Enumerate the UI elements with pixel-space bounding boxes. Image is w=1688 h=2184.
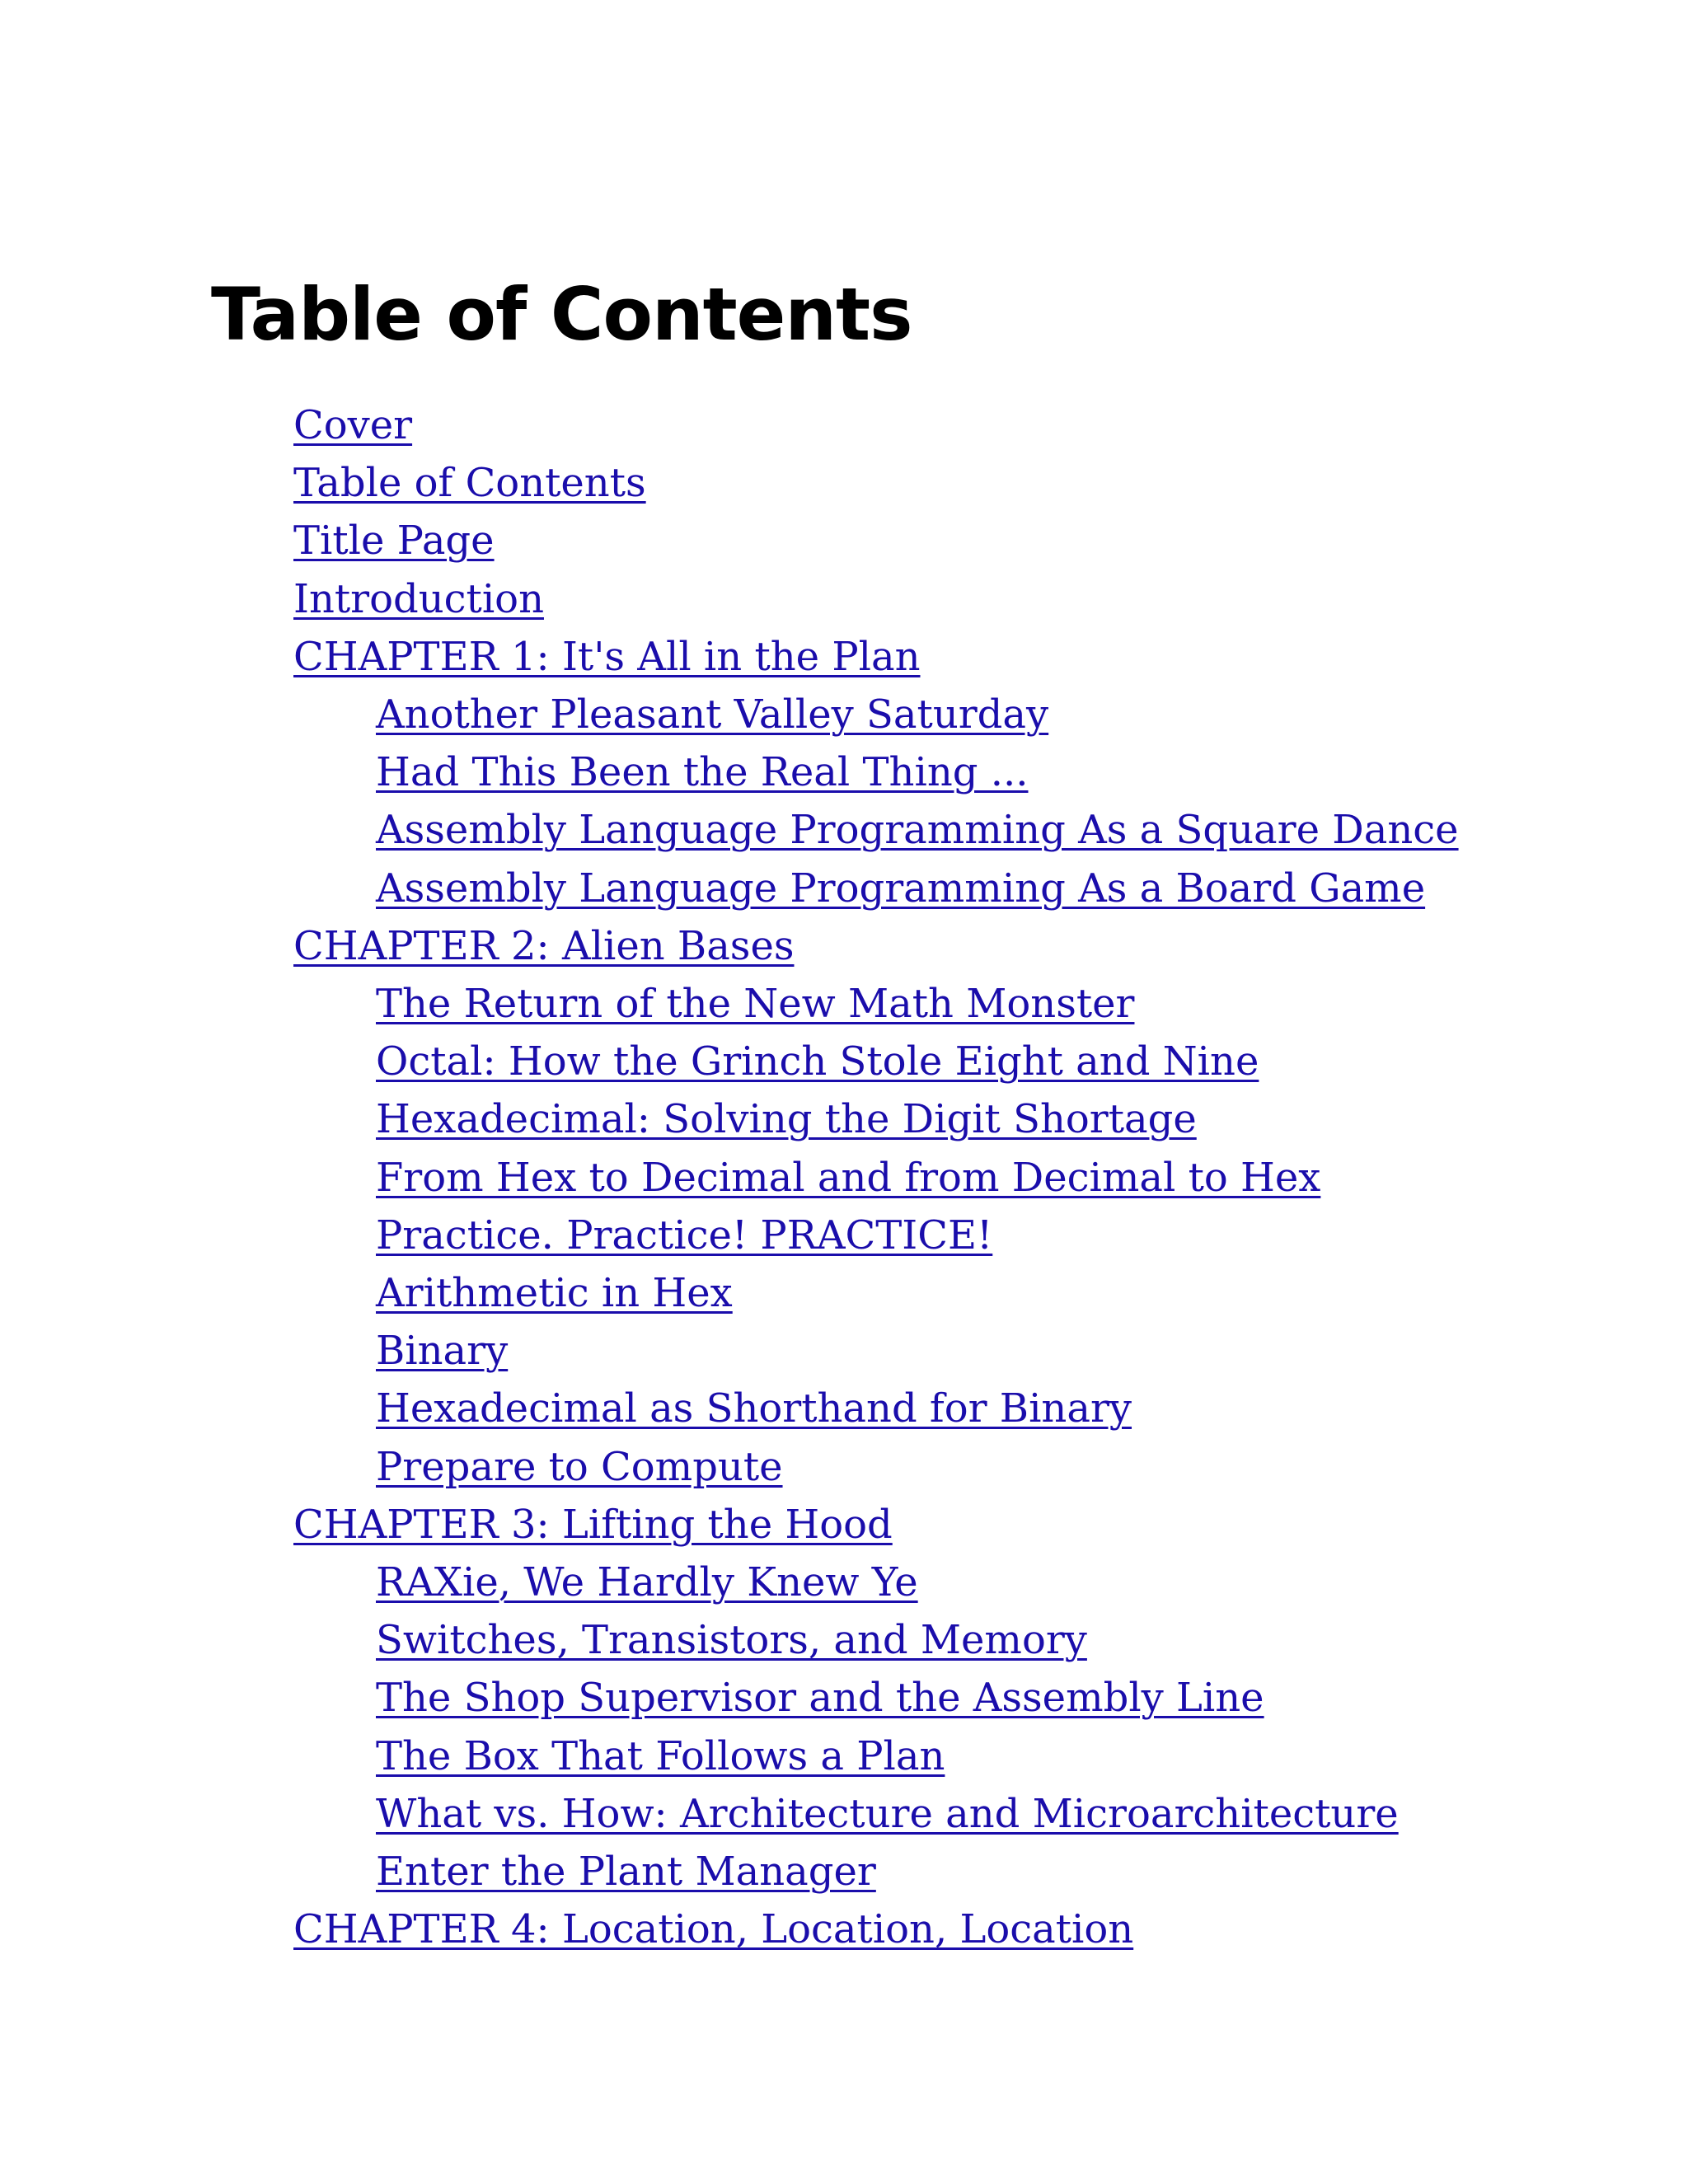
toc-sublink[interactable]: RAXie, We Hardly Knew Ye [376,1559,918,1605]
toc-sublink[interactable]: From Hex to Decimal and from Decimal to Hex [376,1154,1321,1201]
toc-subentry [376,981,1135,1027]
toc-sublink[interactable]: Switches, Transistors, and Memory [376,1617,1087,1664]
toc-subentry [376,865,1426,912]
toc-sublink[interactable]: Octal: How the Grinch Stole Eight and Nine [376,1038,1259,1085]
toc-link[interactable]: Cover [293,402,413,448]
toc-entry [293,518,495,565]
toc-subentry [376,1443,783,1490]
toc-subentry [376,1096,1197,1143]
toc-link[interactable]: Introduction [293,575,544,622]
toc-sublink[interactable]: Another Pleasant Valley Saturday [376,691,1049,738]
toc-link[interactable]: Title Page [293,518,495,565]
toc-subentry [376,1617,1087,1664]
toc-entry [293,922,795,969]
toc-entry [293,633,921,680]
toc-subentry [376,1732,945,1779]
toc-subentry [376,1790,1399,1837]
toc-subentry [376,1328,509,1375]
toc-subentry [376,807,1459,854]
toc-sublink[interactable]: Assembly Language Programming As a Board Game [376,865,1426,912]
toc-entry [293,575,544,622]
toc-sublink[interactable]: Assembly Language Programming As a Square Dance [376,807,1459,854]
toc-subentry [376,1849,876,1895]
toc-link[interactable]: CHAPTER 2: Alien Bases [293,922,795,969]
toc-sublink[interactable]: What vs. How: Architecture and Microarchitecture [376,1790,1399,1837]
toc-link[interactable]: CHAPTER 3: Lifting the Hood [293,1501,893,1548]
toc-sublink[interactable]: Arithmetic in Hex [376,1270,733,1316]
toc-subentry [376,1559,918,1605]
toc-subentry [376,1154,1321,1201]
toc-sublink[interactable]: Hexadecimal: Solving the Digit Shortage [376,1096,1197,1143]
toc-sublink[interactable]: The Return of the New Math Monster [376,981,1135,1027]
toc-subentry [376,1270,733,1316]
toc-sublink[interactable]: The Shop Supervisor and the Assembly Line [376,1675,1264,1722]
toc-entry [293,1906,1134,1953]
toc-sublink[interactable]: Had This Been the Real Thing ... [376,749,1029,796]
toc-sublink[interactable]: Enter the Plant Manager [376,1849,876,1895]
toc-entry [293,402,413,448]
toc-subentry [376,691,1049,738]
toc-entry [293,1501,893,1548]
toc-link[interactable]: CHAPTER 4: Location, Location, Location [293,1906,1134,1953]
toc-entry [293,460,646,507]
toc-subentry [376,1385,1132,1432]
toc-subentry [376,749,1029,796]
toc-sublink[interactable]: Binary [376,1328,509,1375]
toc-link[interactable]: CHAPTER 1: It's All in the Plan [293,633,921,680]
toc-link[interactable]: Table of Contents [293,460,646,507]
toc-subentry [376,1212,993,1258]
toc-sublink[interactable]: Hexadecimal as Shorthand for Binary [376,1385,1132,1432]
toc-subentry [376,1675,1264,1722]
toc-sublink[interactable]: Prepare to Compute [376,1443,783,1490]
toc-sublink[interactable]: The Box That Follows a Plan [376,1732,945,1779]
page-title: Table of Contents [211,272,912,357]
toc-sublink[interactable]: Practice. Practice! PRACTICE! [376,1212,993,1258]
toc-subentry [376,1038,1259,1085]
